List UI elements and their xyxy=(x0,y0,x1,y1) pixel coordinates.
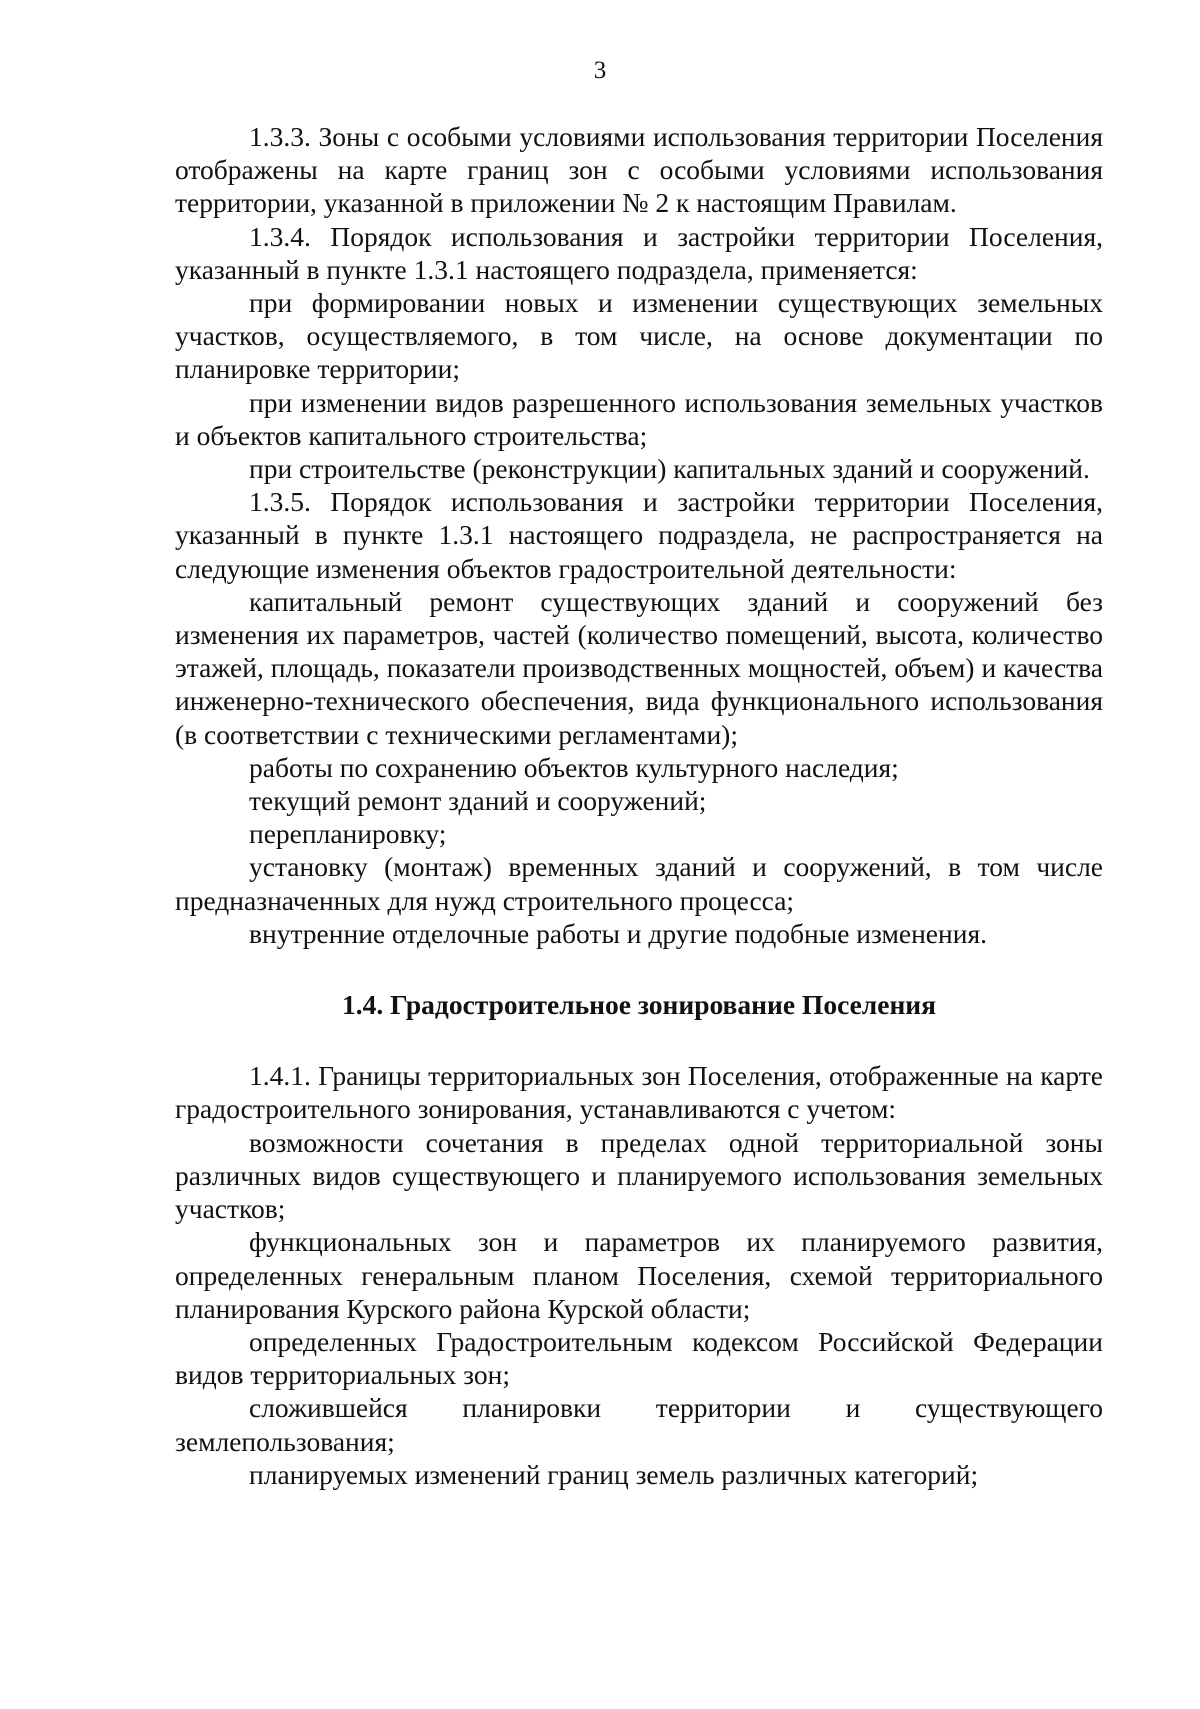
list-item: текущий ремонт зданий и сооружений; xyxy=(249,785,707,817)
paragraph-1-4-1: 1.4.1. Границы территориальных зон Поселения, отображенные на карте градостроительного зонирования, устанавливаются с учетом: xyxy=(175,1060,1103,1125)
list-item: при строительстве (реконструкции) капитальных зданий и сооружений. xyxy=(249,453,1090,485)
page-number: 3 xyxy=(593,57,607,84)
section-heading: 1.4. Градостроительное зонирование Поселения xyxy=(341,989,937,1021)
paragraph-1-3-3: 1.3.3. Зоны с особыми условиями использования территории Поселения отображены на карте границ зон с особыми условиями использования территории, указанной в приложении № 2 к настоящим Правилам. xyxy=(175,121,1103,219)
list-item: планируемых изменений границ земель различных категорий; xyxy=(249,1458,979,1490)
list-item: возможности сочетания в пределах одной территориальной зоны различных видов существующего и планируемого использования земельных участков; xyxy=(175,1126,1103,1225)
list-item: капитальный ремонт существующих зданий и сооружений без изменения их параметров, частей (количество помещений, высота, количество этажей, площадь, показатели производственных мощностей, объем) и качества инженерно-технического обеспечения, вида функционального использования (в соответствии с техническими регламентами); xyxy=(175,585,1103,750)
list-item: перепланировку; xyxy=(249,818,447,850)
list-item: работы по сохранению объектов культурного наследия; xyxy=(249,751,899,783)
document-body xyxy=(175,120,1103,1491)
list-item: функциональных зон и параметров их планируемого развития, определенных генеральным планом Поселения, схемой территориального планирования Курского района Курской области; xyxy=(175,1226,1103,1324)
list-item: сложившейся планировки территории и существующего землепользования; xyxy=(175,1392,1103,1457)
list-item: определенных Градостроительным кодексом Российской Федерации видов территориальных зон; xyxy=(175,1325,1103,1391)
list-item: установку (монтаж) временных зданий и сооружений, в том числе предназначенных для нужд строительного процесса; xyxy=(175,851,1103,916)
paragraph-1-3-5: 1.3.5. Порядок использования и застройки территории Поселения, указанный в пункте 1.3.1 настоящего подраздела, не распространяется на следующие изменения объектов градостроительной деятельности: xyxy=(175,486,1103,584)
list-item: внутренние отделочные работы и другие подобные изменения. xyxy=(249,917,987,949)
paragraph-1-3-4: 1.3.4. Порядок использования и застройки территории Поселения, указанный в пункте 1.3.1 настоящего подраздела, применяется: xyxy=(175,220,1103,285)
list-item: при изменении видов разрешенного использования земельных участков и объектов капитального строительства; xyxy=(175,386,1103,451)
list-item: при формировании новых и изменении существующих земельных участков, осуществляемого, в том числе, на основе документации по планировке территории; xyxy=(175,287,1103,385)
